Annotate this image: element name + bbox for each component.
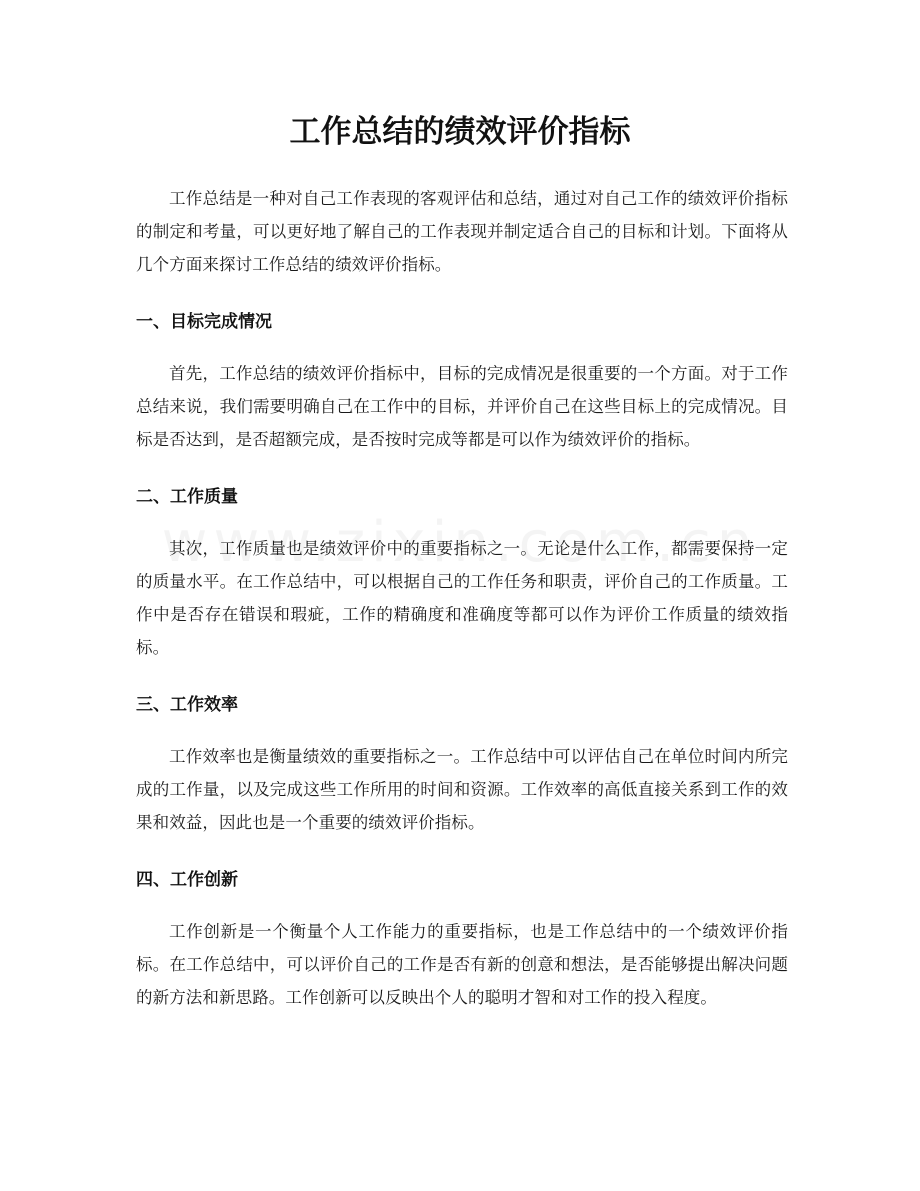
- section-heading-work-efficiency: 三、工作效率: [136, 695, 238, 715]
- section-body-goal-completion: 首先，工作总结的绩效评价指标中，目标的完成情况是很重要的一个方面。对于工作总结来说，我们需要明确自己在工作中的目标，并评价自己在这些目标上的完成情况。目标是否达到，是否超额完成，是否按时完成等都是可以作为绩效评价的指标。: [136, 364, 788, 449]
- section-heading-goal-completion: 一、目标完成情况: [136, 312, 272, 332]
- section-body-work-quality: 其次，工作质量也是绩效评价中的重要指标之一。无论是什么工作，都需要保持一定的质量水平。在工作总结中，可以根据自己的工作任务和职责，评价自己的工作质量。工作中是否存在错误和瑕疵，工作的精确度和准确度等都可以作为评价工作质量的绩效指标。: [136, 539, 788, 657]
- document-title: 工作总结的绩效评价指标: [289, 114, 631, 150]
- spacer: [136, 339, 788, 357]
- section-heading-work-quality: 二、工作质量: [136, 487, 238, 507]
- spacer: [136, 514, 788, 532]
- spacer: [136, 456, 788, 481]
- spacer: [136, 281, 788, 306]
- section-body-work-innovation: 工作创新是一个衡量个人工作能力的重要指标，也是工作总结中的一个绩效评价指标。在工作总结中，可以评价自己的工作是否有新的创意和想法，是否能够提出解决问题的新方法和新思路。工作创新可以反映出个人的聪明才智和对工作的投入程度。: [136, 922, 788, 1007]
- spacer: [136, 839, 788, 864]
- spacer: [136, 897, 788, 915]
- intro-paragraph: 工作总结是一种对自己工作表现的客观评估和总结，通过对自己工作的绩效评价指标的制定和考量，可以更好地了解自己的工作表现并制定适合自己的目标和计划。下面将从几个方面来探讨工作总结的绩效评价指标。: [136, 189, 788, 274]
- section-heading-work-innovation: 四、工作创新: [136, 870, 238, 890]
- section-body-work-efficiency: 工作效率也是衡量绩效的重要指标之一。工作总结中可以评估自己在单位时间内所完成的工作量，以及完成这些工作所用的时间和资源。工作效率的高低直接关系到工作的效果和效益，因此也是一个重要的绩效评价指标。: [136, 747, 788, 832]
- document-body: [136, 182, 788, 1014]
- spacer: [136, 722, 788, 740]
- spacer: [136, 664, 788, 689]
